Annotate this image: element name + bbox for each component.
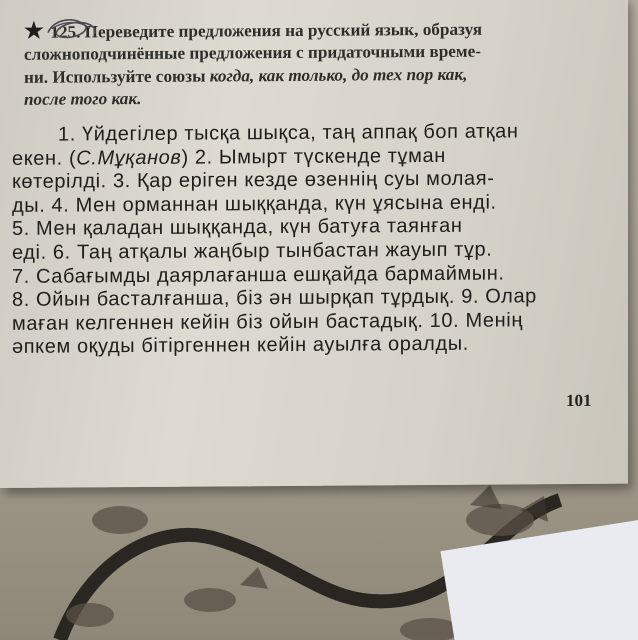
- exercise-instruction: [24, 16, 624, 112]
- star-icon: ★: [24, 17, 44, 43]
- exercise-sentences: [12, 120, 612, 360]
- pen-scribble-icon: [44, 14, 102, 44]
- sentence-line: еді. 6. Таң атқалы жаңбыр тынбастан жауып тұр.: [12, 238, 493, 264]
- sentence-line: 7. Сабағымды даярлағанша ешқайда бармаймын.: [12, 262, 505, 288]
- conjunctions-list: когда, как только, до тех пор как,: [209, 64, 468, 86]
- sentence-line: маған келгеннен кейін біз ойын бастадық. 10. Менің: [12, 309, 523, 335]
- sentence-line: көтерілді. 3. Қар еріген кезде өзеннің суы молая-: [12, 167, 495, 194]
- author-citation: С.Мұқанов: [76, 146, 182, 170]
- sentence-line: 1. Үйдегілер тысқа шықса, таң аппақ боп атқан: [58, 120, 519, 146]
- sentence-line: екен. (С.Мұқанов) 2. Ымырт түскенде тұман: [12, 144, 446, 170]
- instruction-line-2: сложноподчинённые предложения с придаточными време-: [24, 42, 481, 65]
- sentence-line: әпкем оқуды бітіргеннен кейін ауылға оралды.: [12, 333, 469, 359]
- conjunctions-list-end: после того как.: [24, 89, 142, 110]
- exercise-number: 125.: [50, 22, 84, 41]
- sentence-line: 8. Ойын басталғанша, біз ән шырқап тұрдық. 9. Олар: [12, 285, 537, 312]
- instruction-line-1: Переведите предложения на русский язык, образуя: [84, 19, 483, 42]
- sentence-line: 5. Мен қаладан шыққанда, күн батуға таянған: [12, 215, 463, 241]
- instruction-line-3: ни. Используйте союзы: [24, 66, 210, 87]
- page-number: 101: [566, 390, 592, 411]
- sentence-line: ды. 4. Мен орманнан шыққанда, күн ұясына енді.: [12, 191, 497, 217]
